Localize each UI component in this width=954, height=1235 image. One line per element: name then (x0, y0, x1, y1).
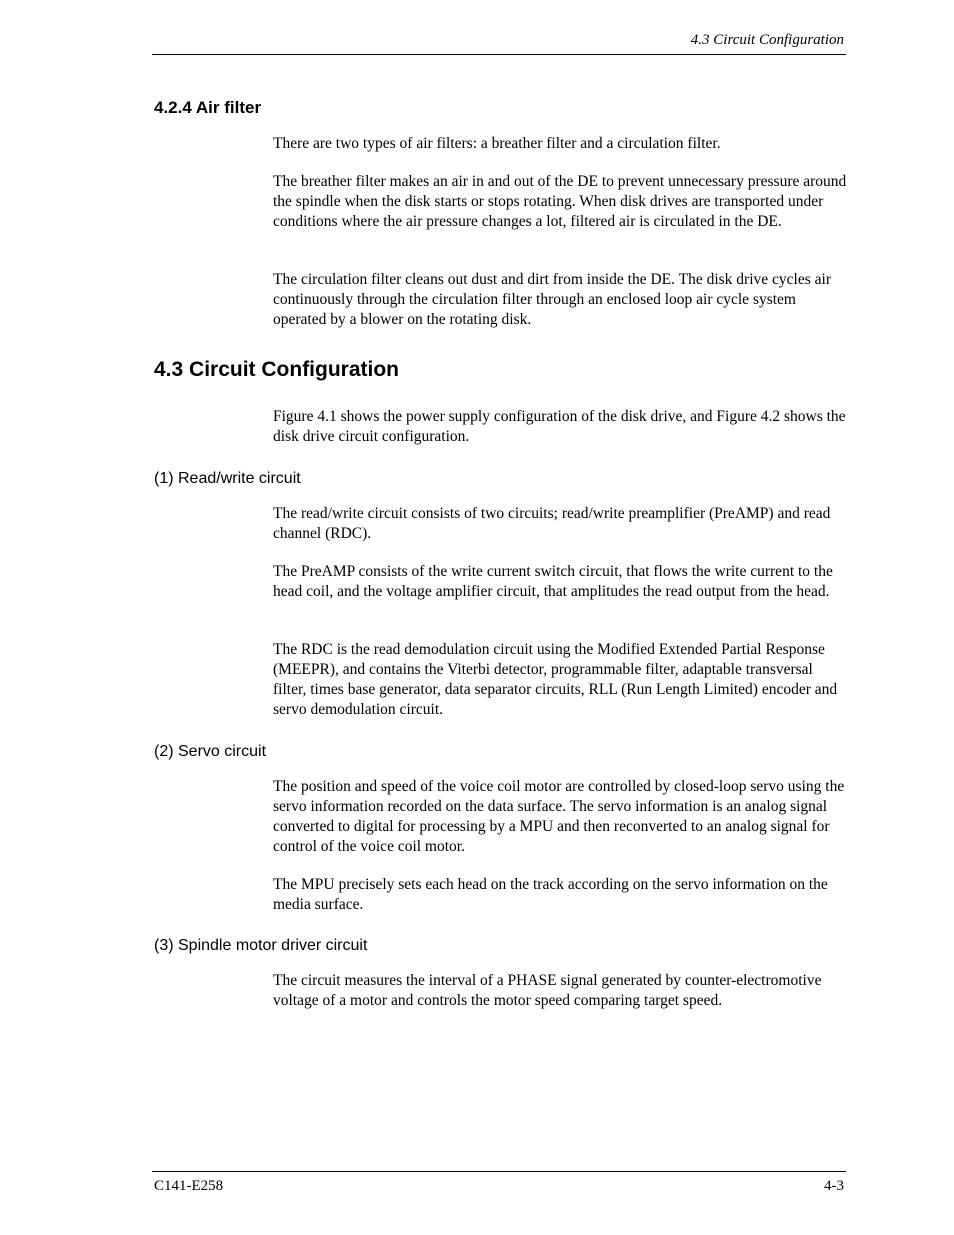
paragraph: The position and speed of the voice coil motor are controlled by closed-loop servo using the servo information recorded on the data surface. The servo information is an analog signal converted to digital for processing by a MPU and then reconverted to an analog signal for control of the voice coil motor. (273, 778, 845, 855)
header-rule (152, 54, 846, 55)
paragraph: The MPU precisely sets each head on the track according on the servo information on the media surface. (273, 876, 828, 913)
running-header: 4.3 Circuit Configuration (690, 32, 844, 48)
paragraph: The PreAMP consists of the write current switch circuit, that flows the write current to the head coil, and the voltage amplifier circuit, that amplitudes the read output from the head. (273, 563, 833, 600)
paragraph: The circulation filter cleans out dust and dirt from inside the DE. The disk drive cycles air continuously through the circulation filter through an enclosed loop air cycle system operated by a blower on the rotating disk. (273, 271, 831, 328)
section-heading-circuit-configuration: 4.3 Circuit Configuration (154, 358, 400, 381)
paragraph: Figure 4.1 shows the power supply configuration of the disk drive, and Figure 4.2 shows the disk drive circuit configuration. (273, 408, 846, 445)
paragraph: There are two types of air filters: a breather filter and a circulation filter. (273, 135, 721, 152)
subsection-heading-read-write: (1) Read/write circuit (154, 470, 301, 487)
document-id: C141-E258 (154, 1178, 224, 1194)
subsection-heading-servo: (2) Servo circuit (154, 743, 267, 760)
paragraph: The read/write circuit consists of two circuits; read/write preamplifier (PreAMP) and read channel (RDC). (273, 505, 831, 542)
section-heading-air-filter: 4.2.4 Air filter (154, 98, 262, 117)
subsection-heading-spindle: (3) Spindle motor driver circuit (154, 937, 368, 954)
paragraph: The RDC is the read demodulation circuit using the Modified Extended Partial Response (MEEPR), and contains the Viterbi detector, programmable filter, adaptable transversal filter, times base generator, data separator circuits, RLL (Run Length Limited) encoder and servo demodulation circuit. (273, 641, 838, 718)
paragraph: The breather filter makes an air in and out of the DE to prevent unnecessary pressure around the spindle when the disk starts or stops rotating. When disk drives are transported under conditions where the air pressure changes a lot, filtered air is circulated in the DE. (273, 173, 847, 230)
footer-rule (152, 1171, 846, 1172)
page-number: 4-3 (824, 1178, 844, 1194)
paragraph: The circuit measures the interval of a PHASE signal generated by counter-electromotive voltage of a motor and controls the motor speed comparing target speed. (273, 972, 822, 1009)
